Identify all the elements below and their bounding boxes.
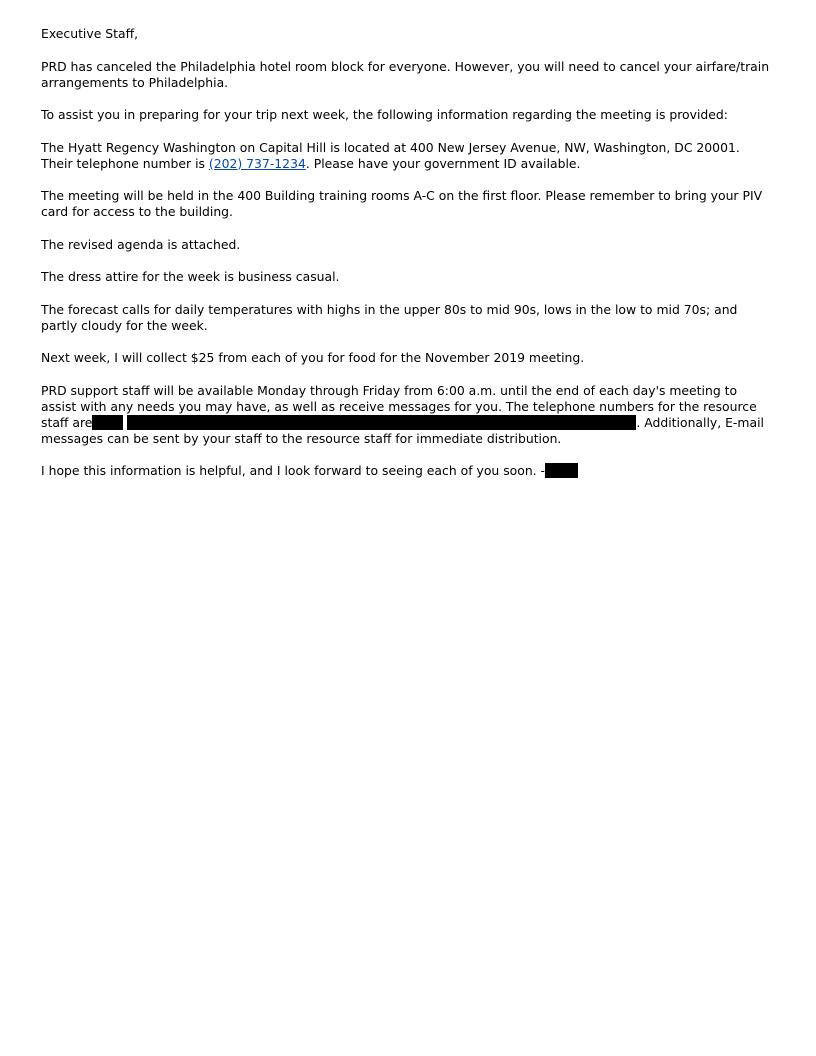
redaction-signature bbox=[545, 463, 578, 478]
salutation: Executive Staff, bbox=[41, 26, 139, 41]
paragraph-support-staff bbox=[41, 383, 773, 447]
paragraph-intro: To assist you in preparing for your trip next week, the following information regarding the meeting is provided: bbox=[41, 107, 728, 122]
support-staff-text-end: . Additionally, E-mail messages can be sent by your staff to the resource staff for immediate distribution. bbox=[41, 414, 764, 446]
email-body bbox=[41, 26, 773, 496]
redaction-block bbox=[92, 415, 123, 430]
paragraph-hotel-info bbox=[41, 140, 773, 172]
paragraph-forecast: The forecast calls for daily temperatures with highs in the upper 80s to mid 90s, lows in the low to mid 70s; and partly cloudy for the week. bbox=[41, 301, 738, 333]
redaction-block-long bbox=[127, 415, 636, 430]
paragraph-hotel-cancel: PRD has canceled the Philadelphia hotel room block for everyone. However, you will need to cancel your airfare/train arrangements to Philadelphia. bbox=[41, 58, 770, 90]
paragraph-closing bbox=[41, 463, 773, 479]
paragraph-meeting-location: The meeting will be held in the 400 Building training rooms A-C on the first floor. Please remember to bring your PIV card for access to the building. bbox=[41, 188, 763, 219]
paragraph-agenda: The revised agenda is attached. bbox=[41, 236, 241, 252]
hotel-info-text-end: . Please have your government ID available. bbox=[305, 155, 581, 171]
paragraph-food-collection: Next week, I will collect $25 from each of you for food for the November 2019 meeting. bbox=[41, 350, 585, 365]
hotel-info-text: The Hyatt Regency Washington on Capital Hill is located at 400 New Jersey Avenue, NW, Washington, DC 20001. Their telephone number is bbox=[41, 139, 740, 171]
closing-text: I hope this information is helpful, and I look forward to seeing each of you soon. - bbox=[41, 463, 546, 478]
paragraph-dress-attire: The dress attire for the week is business casual. bbox=[41, 269, 340, 284]
phone-link[interactable]: (202) 737-1234 bbox=[208, 155, 306, 171]
support-staff-text: PRD support staff will be available Monday through Friday from 6:00 a.m. until the end of each day's meeting to assist with any needs you may have, as well as receive messages for you. The telephone numbers for the resource staff are bbox=[41, 382, 757, 430]
